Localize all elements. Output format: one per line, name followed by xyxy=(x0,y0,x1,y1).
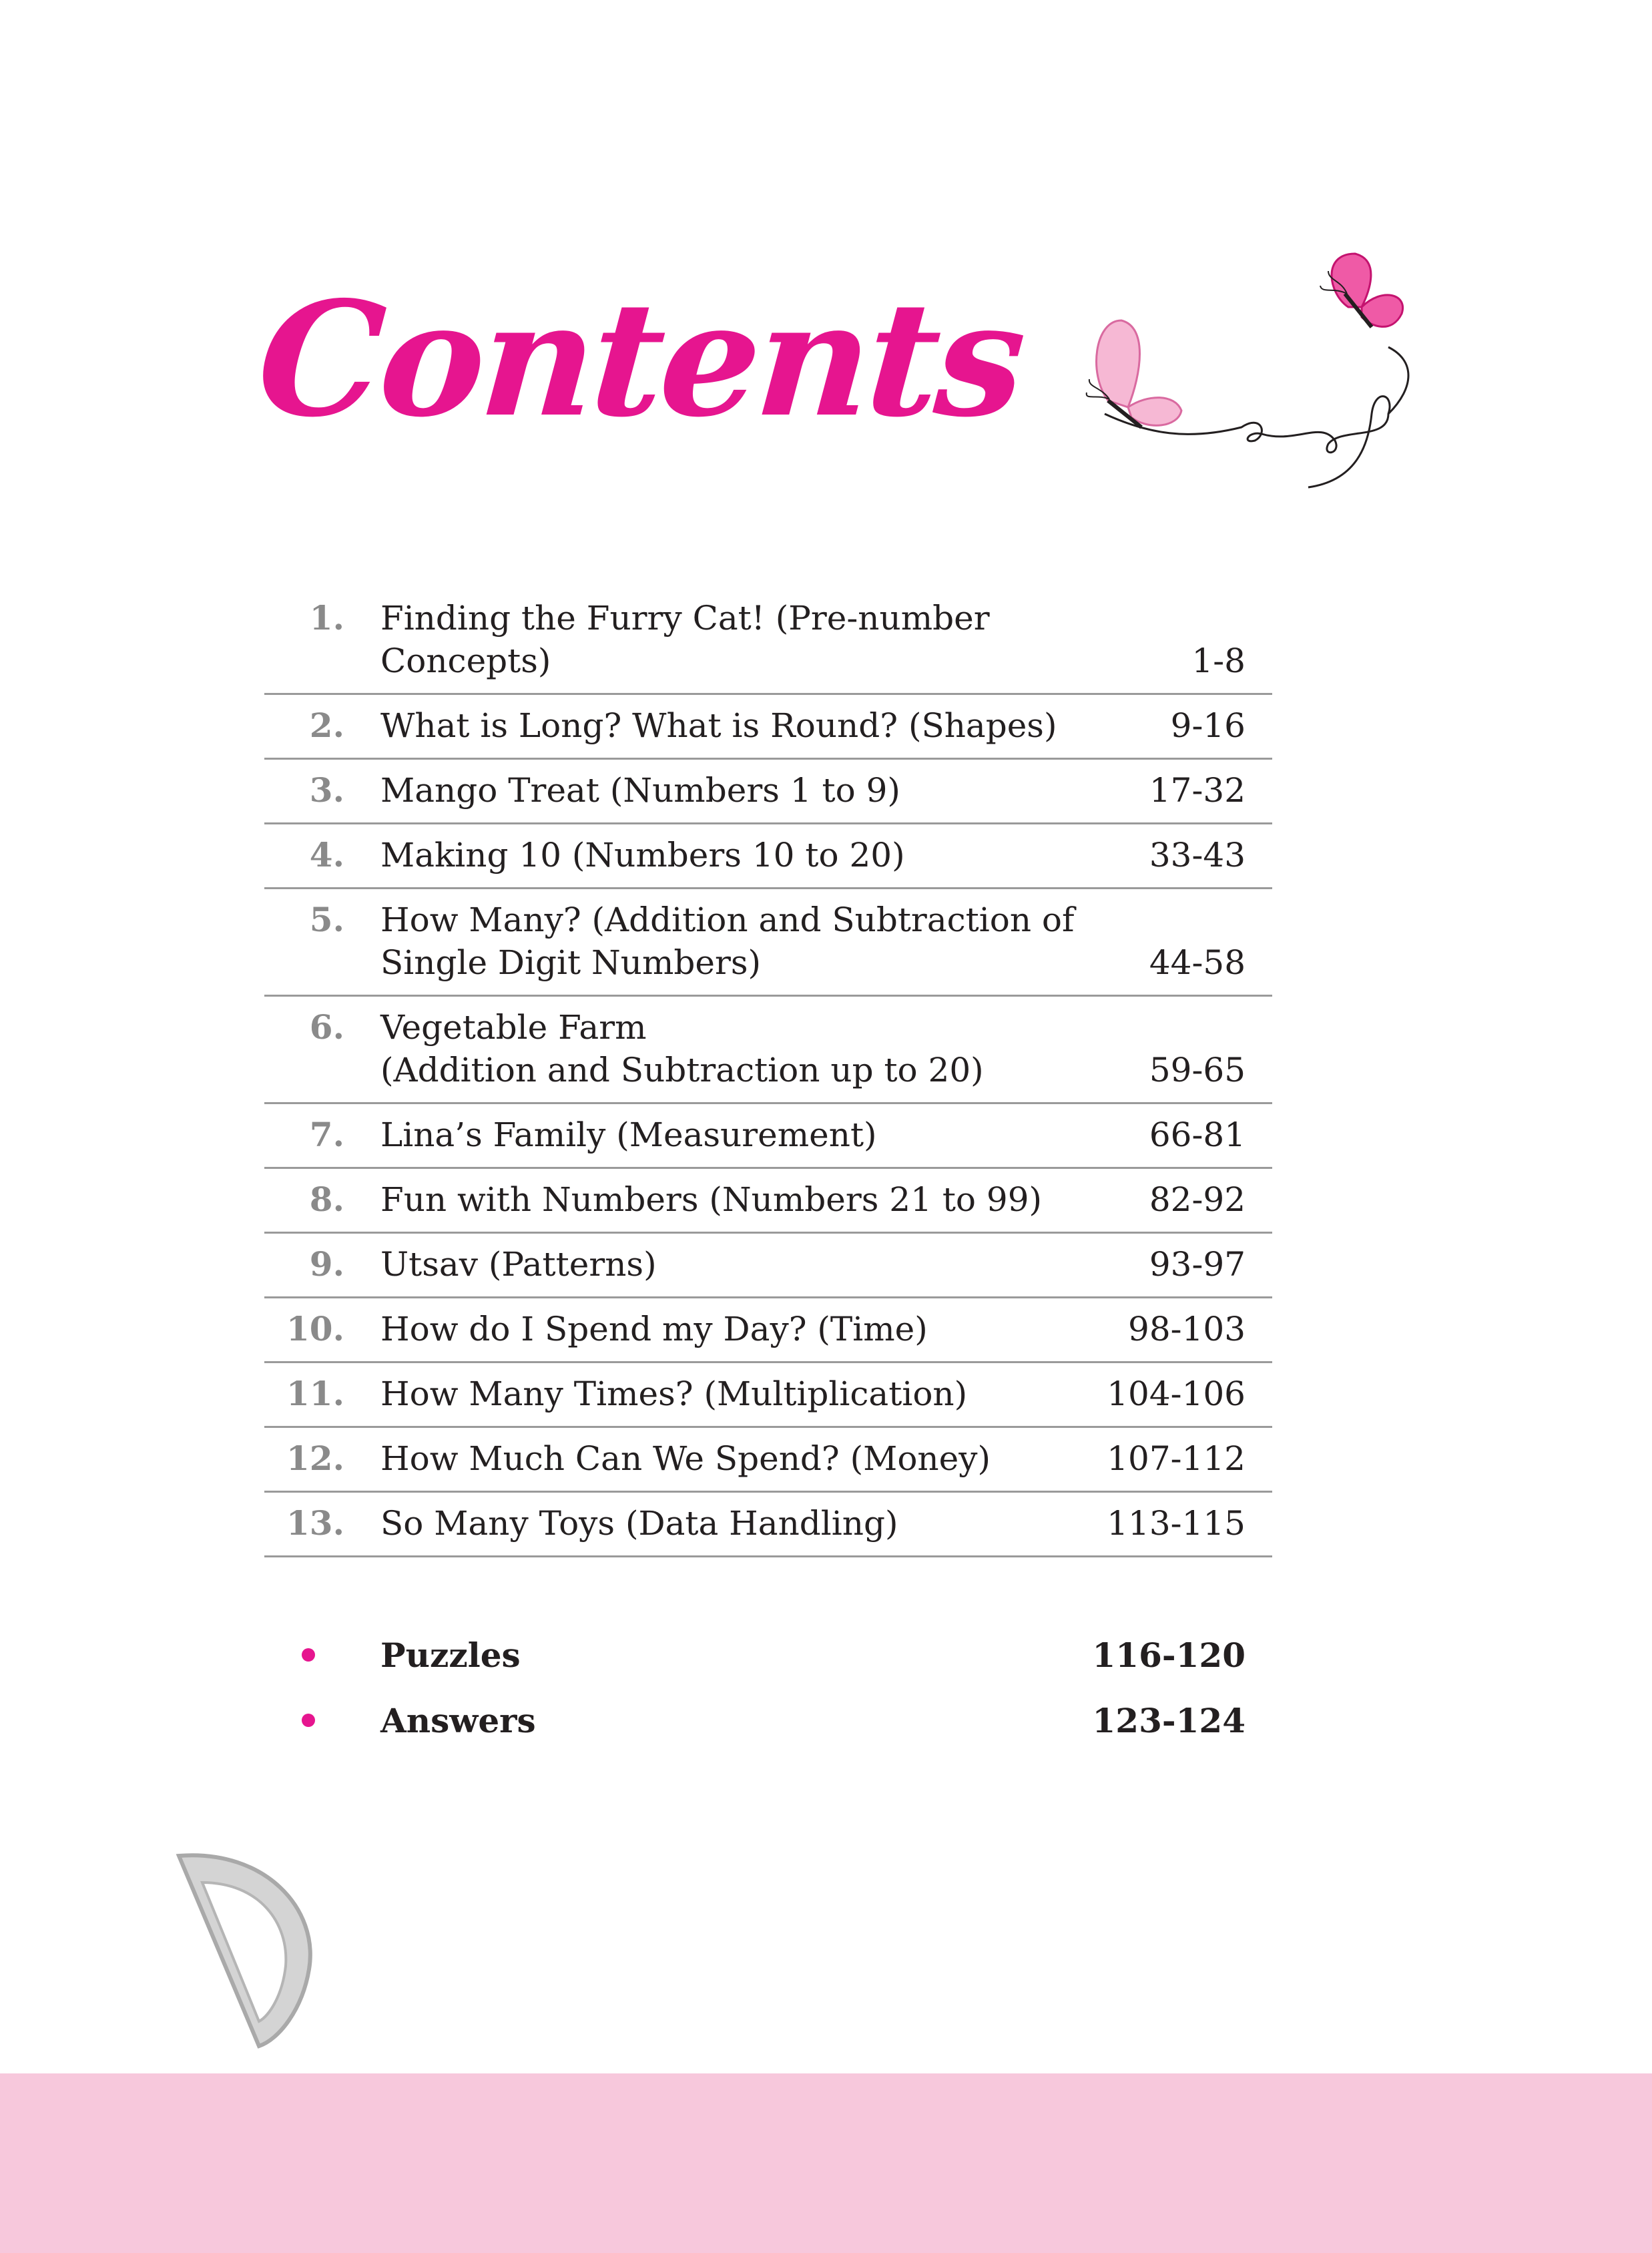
toc-row[interactable] xyxy=(264,1493,1272,1557)
extra-row-answers[interactable] xyxy=(264,1688,1272,1753)
chapter-number: 13. xyxy=(286,1503,344,1543)
chapter-pages: 93-97 xyxy=(1149,1245,1246,1284)
butterflies-illustration xyxy=(1041,214,1442,507)
toc-row[interactable] xyxy=(264,1363,1272,1428)
chapter-pages: 9-16 xyxy=(1170,706,1246,745)
toc-row[interactable] xyxy=(264,760,1272,824)
chapter-pages: 66-81 xyxy=(1149,1115,1246,1154)
chapter-number: 12. xyxy=(286,1439,344,1478)
butterfly-icon xyxy=(1320,254,1403,327)
toc-row[interactable] xyxy=(264,1298,1272,1363)
extra-pages: 123-124 xyxy=(1092,1700,1246,1740)
chapter-number: 8. xyxy=(309,1180,344,1219)
bullet-icon xyxy=(264,1648,344,1662)
chapter-number: 3. xyxy=(309,770,344,810)
extra-row-puzzles[interactable] xyxy=(264,1622,1272,1688)
chapter-title: So Many Toys (Data Handling) xyxy=(380,1504,898,1543)
extra-sections xyxy=(264,1622,1272,1753)
footer-band xyxy=(0,2073,1652,2253)
chapter-title: Mango Treat (Numbers 1 to 9) xyxy=(380,771,900,810)
chapter-pages: 1-8 xyxy=(1191,642,1246,680)
extra-pages: 116-120 xyxy=(1092,1635,1246,1675)
toc-row[interactable] xyxy=(264,587,1272,695)
chapter-title: Finding the Furry Cat! (Pre-number Concepts) xyxy=(380,599,990,680)
chapter-number: 6. xyxy=(309,1007,344,1047)
toc-row[interactable] xyxy=(264,1428,1272,1493)
butterfly-icon xyxy=(1087,320,1181,427)
toc-row[interactable] xyxy=(264,824,1272,889)
contents-table xyxy=(264,587,1272,1557)
toc-row[interactable] xyxy=(264,695,1272,760)
chapter-title: Utsav (Patterns) xyxy=(380,1245,657,1284)
page-title: Contents xyxy=(252,266,1028,452)
extra-label: Puzzles xyxy=(380,1635,521,1675)
chapter-pages: 59-65 xyxy=(1149,1051,1246,1089)
chapter-title: How Many Times? (Multiplication) xyxy=(380,1374,968,1413)
chapter-pages: 33-43 xyxy=(1149,836,1246,874)
toc-row[interactable] xyxy=(264,1104,1272,1169)
chapter-title: Fun with Numbers (Numbers 21 to 99) xyxy=(380,1180,1043,1219)
chapter-number: 2. xyxy=(309,706,344,745)
chapter-number: 10. xyxy=(286,1309,344,1348)
bullet-icon xyxy=(264,1714,344,1727)
chapter-title: Lina’s Family (Measurement) xyxy=(380,1115,877,1154)
chapter-number: 7. xyxy=(309,1115,344,1154)
chapter-pages: 98-103 xyxy=(1128,1310,1246,1348)
toc-row[interactable] xyxy=(264,1169,1272,1234)
chapter-pages: 82-92 xyxy=(1149,1180,1246,1219)
chapter-pages: 17-32 xyxy=(1149,771,1246,810)
protractor-icon xyxy=(166,1849,326,2049)
chapter-number: 1. xyxy=(309,598,344,638)
toc-row[interactable] xyxy=(264,889,1272,997)
chapter-pages: 107-112 xyxy=(1107,1439,1246,1478)
chapter-title: How do I Spend my Day? (Time) xyxy=(380,1310,928,1348)
chapter-title: What is Long? What is Round? (Shapes) xyxy=(380,706,1057,745)
chapter-pages: 44-58 xyxy=(1149,943,1246,982)
chapter-title: Making 10 (Numbers 10 to 20) xyxy=(380,836,905,874)
chapter-title: How Many? (Addition and Subtraction of Single Digit Numbers) xyxy=(380,901,1075,982)
chapter-number: 9. xyxy=(309,1244,344,1284)
chapter-title: Vegetable Farm (Addition and Subtraction up to 20) xyxy=(380,1008,984,1089)
chapter-number: 4. xyxy=(309,835,344,874)
chapter-title: How Much Can We Spend? (Money) xyxy=(380,1439,991,1478)
chapter-pages: 113-115 xyxy=(1107,1504,1246,1543)
extra-label: Answers xyxy=(380,1700,536,1740)
chapter-pages: 104-106 xyxy=(1107,1374,1246,1413)
chapter-number: 5. xyxy=(309,900,344,939)
chapter-number: 11. xyxy=(286,1374,344,1413)
toc-row[interactable] xyxy=(264,997,1272,1104)
toc-row[interactable] xyxy=(264,1234,1272,1298)
